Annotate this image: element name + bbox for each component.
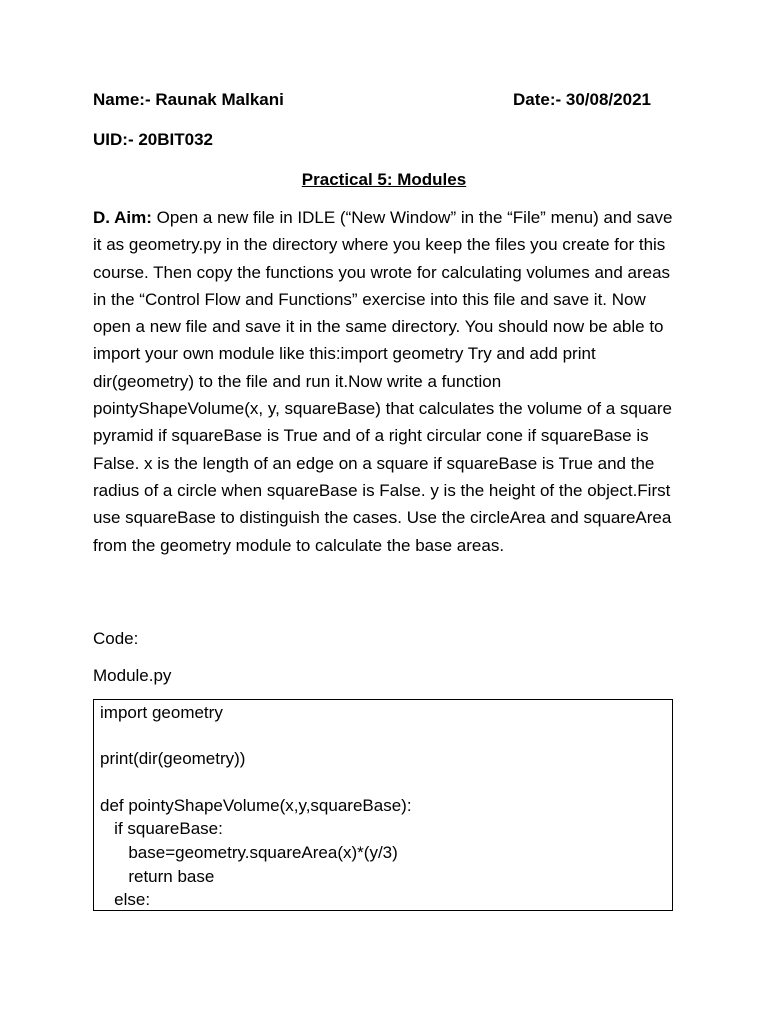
- code-line: def pointyShapeVolume(x,y,squareBase):: [100, 796, 412, 815]
- student-uid: UID:- 20BIT032: [93, 130, 213, 149]
- aim-text: Open a new file in IDLE (“New Window” in the “File” menu) and save it as geometry.py in the directory where you keep the files you create for this course. Then copy the functions you wrote for calculating volumes and areas in the “Control Flow and Functions” exercise into this file and save it. Now open a new file and save it in the same directory. You should now be able to import your own module like this:import geometry Try and add print dir(geometry) to the file and run it.Now write a function pointyShapeVolume(x, y, squareBase) that calculates the volume of a square pyramid if squareBase is True and of a right circular cone if squareBase is False. x is the length of an edge on a square if squareBase is True and the radius of a circle when squareBase is False. y is the height of the object.First use squareBase to distinguish the cases. Use the circleArea and squareArea from the geometry module to calculate the base areas.: [93, 208, 673, 555]
- student-name: Name:- Raunak Malkani: [93, 90, 284, 109]
- code-line: return base: [100, 867, 215, 886]
- code-block: [93, 699, 673, 911]
- practical-title: Practical 5: Modules: [301, 170, 467, 189]
- module-filename: Module.py: [93, 666, 172, 685]
- aim-paragraph: [93, 204, 675, 559]
- aim-label: D. Aim:: [93, 208, 152, 227]
- practical-title-row: [0, 166, 768, 193]
- submission-date: Date:- 30/08/2021: [513, 90, 651, 109]
- code-line: if squareBase:: [100, 819, 223, 838]
- code-label: Code:: [93, 629, 139, 648]
- code-line: import geometry: [100, 703, 223, 722]
- code-line: print(dir(geometry)): [100, 749, 246, 768]
- code-line: base=geometry.squareArea(x)*(y/3): [100, 843, 398, 862]
- code-line: else:: [100, 890, 151, 909]
